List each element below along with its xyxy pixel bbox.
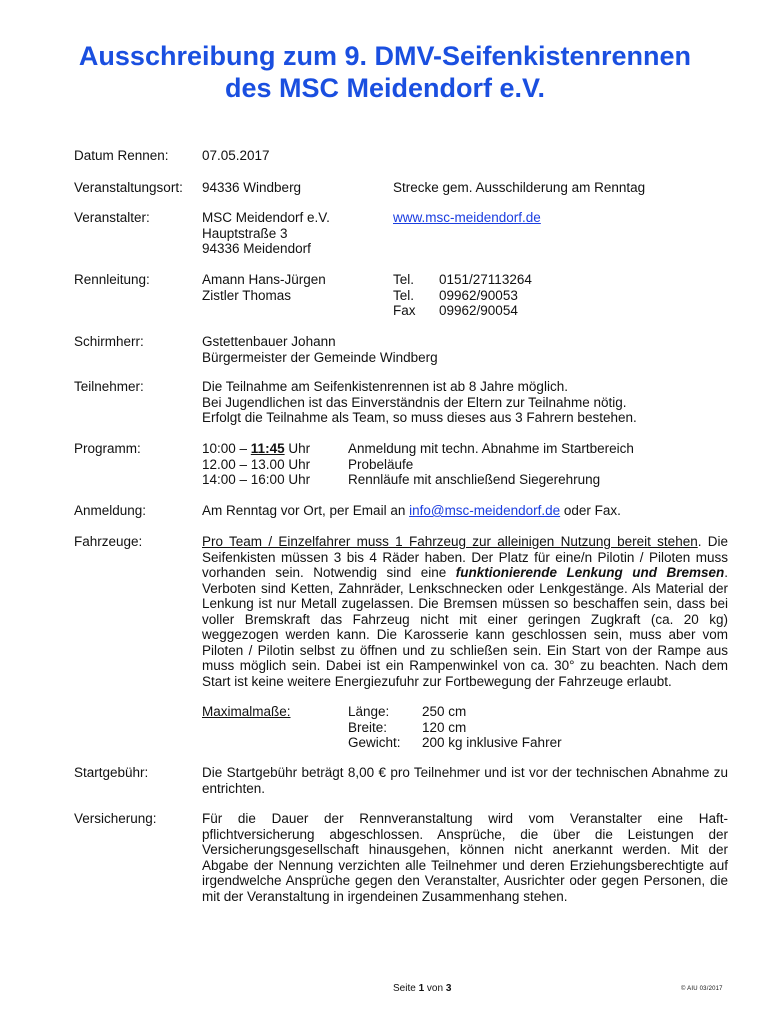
programm-time-highlight: 11:45 — [250, 441, 285, 456]
startgebuehr-text: Die Startgebühr beträgt 8,00 € pro Teilnehmer und ist vor der technischen Abnahme zu entrichten. — [202, 765, 728, 796]
teilnehmer-label: Teilnehmer: — [74, 379, 144, 394]
contact-type: Tel. — [393, 287, 415, 303]
contact-numbers — [439, 272, 532, 319]
fahrzeuge-text: Pro Team / Einzelfahrer muss 1 Fahrzeug zur alleinigen Nutzung bereit stehen. Die Seifenkisten müssen 3 bis 4 Räder haben. Der Platz für eine/n Pilotin / Piloten muss vorhanden sein. Notwendig sind eine funktionierende Lenkung und Bremsen. Verboten sind Ketten, Zahnräder, Lenkschnecken oder Lenkgestänge. Als Material der Lenkung ist nur Metall zugelassen. Die Bremsen müssen so beschaffen sein, dass bei voller Bremskraft das Fahrzeug nicht mit einer geringen Zugkraft (ca. 20 kg) weggezogen werden kann. Die Karosserie kann geschlossen sein, muss aber vom Piloten / Pilotin selbst zu öffnen und zu schließen sein. Ein Start von der Rampe aus muss möglich sein. Dabei ist ein Rampenwinkel von ca. 30° zu beachten. Nach dem Start ist keine weitere Energiezufuhr zur Fortbewegung der Fahrzeuge erlaubt. — [202, 534, 728, 689]
contact-type: Fax — [393, 303, 416, 318]
contact-number: 0151/27113264 — [439, 272, 532, 287]
fahrzeuge-underlined: Pro Team / Einzelfahrer muss 1 Fahrzeug zur alleinigen Nutzung bereit stehen — [202, 534, 698, 549]
veranstalter-line: 94336 Meidendorf — [202, 241, 311, 256]
ort-label: Veranstaltungsort: — [74, 180, 183, 195]
programm-desc: Rennläufe mit anschließend Siegerehrung — [348, 472, 601, 487]
masse-values — [422, 704, 562, 751]
contact-number: 09962/90053 — [439, 287, 518, 303]
versicherung-text: Für die Dauer der Rennveranstaltung wird vom Veranstalter eine Haft-pflichtversicherung abgeschlossen. Ansprüche, die über die Leistungen der Versicherungsgesellschaft hinausgehen, können nicht anerkannt werden. Mit der Abgabe der Nennung verzichten alle Teilnehmer und deren Erziehungsberechtigte auf irgendwelche Ansprüche gegen den Veranstalter, Ausrichter oder gegen Personen, die mit der Veranstaltung in irgendeinen Zusammenhang stehen. — [202, 811, 728, 904]
programm-time: 14:00 – 16:00 Uhr — [202, 472, 311, 487]
teilnehmer-line: Erfolgt die Teilnahme als Team, so muss dieses aus 3 Fahrern bestehen. — [202, 410, 637, 425]
rennleitung-names — [202, 272, 326, 303]
website-link[interactable]: www.msc-meidendorf.de — [393, 210, 541, 225]
title-line-2: des MSC Meidendorf e.V. — [224, 73, 546, 103]
masse-value: 200 kg inklusive Fahrer — [422, 735, 562, 750]
contact-type: Tel. — [393, 272, 415, 287]
versicherung-label: Versicherung: — [74, 811, 157, 826]
page-number: Seite 1 von 3 — [393, 983, 452, 994]
teilnehmer-line: Bei Jugendlichen ist das Einverständnis der Eltern zur Teilnahme nötig. — [202, 394, 627, 410]
masse-name: Gewicht: — [348, 735, 401, 750]
teilnehmer-value — [202, 379, 637, 426]
document-title — [0, 40, 770, 104]
masse-name: Breite: — [348, 719, 388, 735]
programm-desc: Anmeldung mit techn. Abnahme im Startbereich — [348, 441, 634, 456]
veranstalter-address — [202, 210, 330, 257]
veranstalter-line: MSC Meidendorf e.V. — [202, 210, 330, 225]
ort-note: Strecke gem. Ausschilderung am Renntag — [393, 180, 646, 195]
masse-label: Maximalmaße: — [202, 704, 291, 719]
masse-names — [348, 704, 401, 751]
contact-types — [393, 272, 416, 319]
startgebuehr-label: Startgebühr: — [74, 765, 149, 780]
schirmherr-label: Schirmherr: — [74, 334, 144, 349]
programm-label: Programm: — [74, 441, 141, 456]
datum-value: 07.05.2017 — [202, 148, 270, 163]
datum-label: Datum Rennen: — [74, 148, 169, 163]
masse-name: Länge: — [348, 704, 390, 719]
veranstalter-line: Hauptstraße 3 — [202, 225, 288, 241]
teilnehmer-line: Die Teilnahme am Seifenkistenrennen ist ab 8 Jahre möglich. — [202, 379, 568, 394]
rennleitung-name: Zistler Thomas — [202, 287, 292, 303]
email-link[interactable]: info@msc-meidendorf.de — [409, 503, 561, 518]
schirmherr-value — [202, 334, 438, 365]
ort-value: 94336 Windberg — [202, 180, 302, 195]
rennleitung-name: Amann Hans-Jürgen — [202, 272, 326, 287]
schirmherr-line: Gstettenbauer Johann — [202, 334, 336, 349]
programm-descs — [348, 441, 634, 488]
title-line-1: Ausschreibung zum 9. DMV-Seifenkistenrennen — [78, 41, 692, 71]
anmeldung-value: Am Renntag vor Ort, per Email an info@msc-meidendorf.de oder Fax. — [202, 503, 621, 518]
masse-value: 120 cm — [422, 719, 467, 735]
rennleitung-label: Rennleitung: — [74, 272, 150, 287]
fahrzeuge-label: Fahrzeuge: — [74, 534, 143, 549]
copyright: © AIU 03/2017 — [681, 986, 723, 992]
programm-time: 10:00 – 11:45 Uhr — [202, 441, 311, 456]
anmeldung-label: Anmeldung: — [74, 503, 147, 518]
programm-time: 12.00 – 13.00 Uhr — [202, 456, 311, 472]
masse-value: 250 cm — [422, 704, 467, 719]
programm-desc: Probeläufe — [348, 456, 414, 472]
fahrzeuge-emphasis: funktionierende Lenkung und Bremsen — [455, 565, 725, 580]
schirmherr-line: Bürgermeister der Gemeinde Windberg — [202, 349, 438, 365]
veranstalter-label: Veranstalter: — [74, 210, 150, 225]
programm-times — [202, 441, 310, 488]
contact-number: 09962/90054 — [439, 303, 518, 318]
